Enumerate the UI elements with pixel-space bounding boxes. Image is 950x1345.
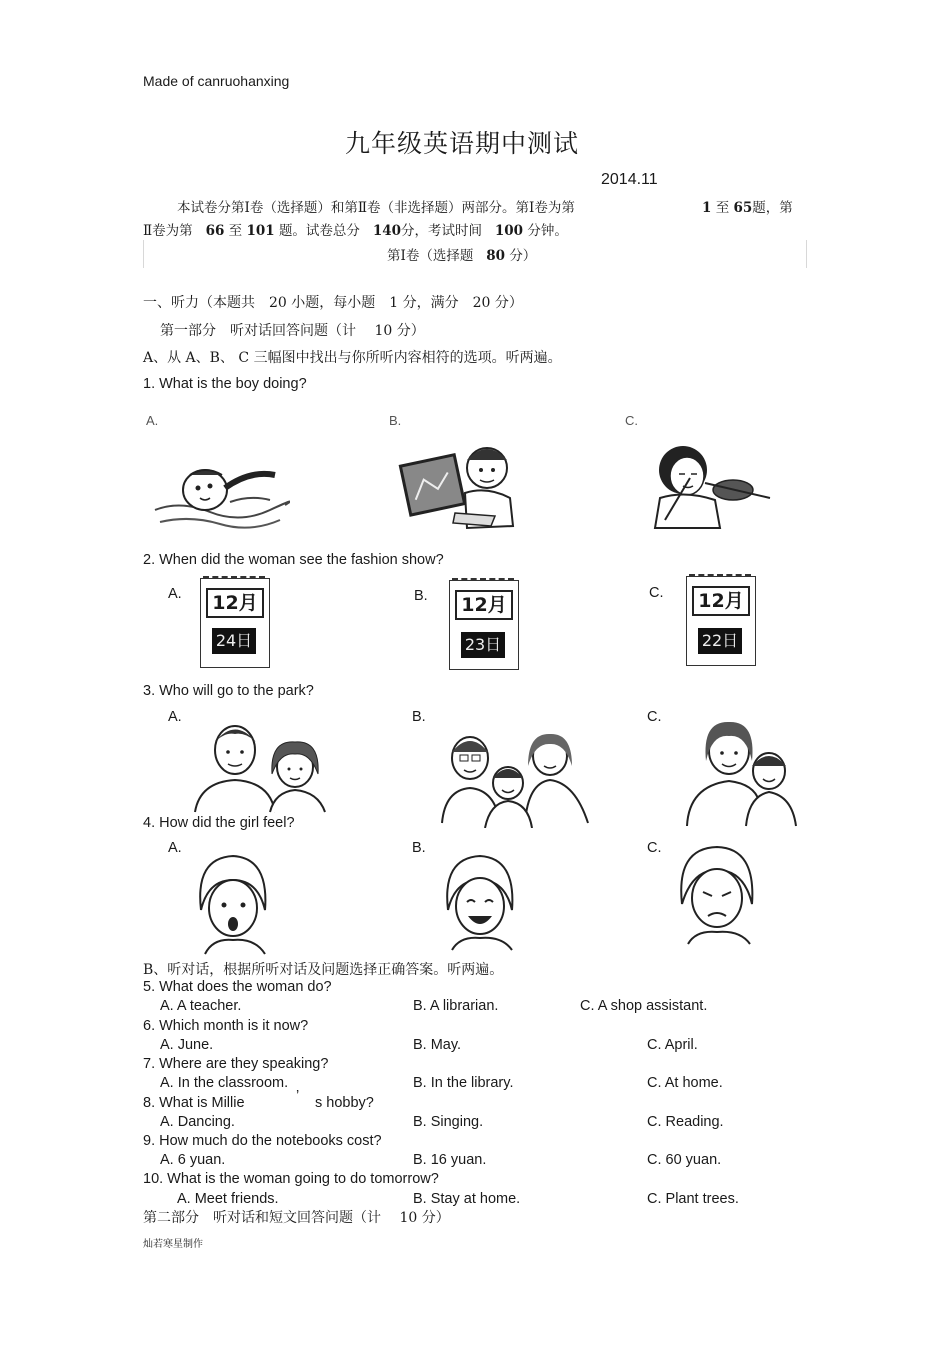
happy-girl-image — [440, 850, 520, 952]
q9-option-c[interactable]: C. 60 yuan. — [647, 1152, 722, 1168]
q10-option-a[interactable]: A. Meet friends. — [177, 1191, 279, 1207]
intro-line-1 — [177, 196, 575, 216]
subsection-heading: 第一部分 听对话回答问题（计 10 分） — [160, 323, 425, 339]
question-5: 5. What does the woman do? — [143, 979, 332, 995]
q4-label-b: B. — [412, 840, 426, 856]
question-6: 6. Which month is it now? — [143, 1018, 309, 1034]
intro-text: 本试卷分第Ⅰ卷（选择题）和第Ⅱ卷（非选择题）两部分。第Ⅰ卷为第 — [177, 200, 575, 216]
q7-option-a[interactable]: A. In the classroom. — [160, 1075, 289, 1091]
question-2: 2. When did the woman see the fashion show? — [143, 552, 444, 568]
intro-text: Ⅱ卷为第 — [143, 223, 193, 239]
footer-credit: 灿若寒星制作 — [143, 1239, 203, 1250]
question-4: 4. How did the girl feel? — [143, 815, 295, 831]
q3-label-c: C. — [647, 709, 662, 725]
question-8 — [143, 1095, 245, 1111]
q5-option-a[interactable]: A. A teacher. — [160, 998, 242, 1014]
divider-left — [143, 240, 144, 268]
header-watermark: Made of canruohanxing — [143, 73, 290, 89]
q5-option-c[interactable]: C. A shop assistant. — [580, 998, 708, 1014]
calendar-month: 12月 — [455, 590, 513, 620]
q6-option-c[interactable]: C. April. — [647, 1037, 698, 1053]
q7-option-b[interactable]: B. In the library. — [413, 1075, 514, 1091]
part-text: 第Ⅰ卷（选择题 — [387, 248, 474, 264]
question-9: 9. How much do the notebooks cost? — [143, 1133, 382, 1149]
question-8-part-1: 8. What is Millie — [143, 1095, 245, 1111]
question-3: 3. Who will go to the park? — [143, 683, 314, 699]
intro-line-1-tail — [702, 196, 793, 216]
intro-line-2 — [143, 219, 568, 239]
q1-label-a: A. — [146, 413, 159, 428]
intro-num: 65 — [733, 200, 753, 216]
q1-label-b: B. — [389, 413, 402, 428]
q4-label-a: A. — [168, 840, 182, 856]
part-text: 分） — [509, 248, 537, 264]
question-1: 1. What is the boy doing? — [143, 376, 307, 392]
calendar-day: 24日 — [212, 628, 256, 654]
q9-option-a[interactable]: A. 6 yuan. — [160, 1152, 226, 1168]
q3-label-a: A. — [168, 709, 182, 725]
q10-option-b[interactable]: B. Stay at home. — [413, 1191, 521, 1207]
intro-num: 101 — [246, 223, 275, 239]
q1-label-c: C. — [625, 413, 638, 428]
q2-label-a: A. — [168, 586, 182, 602]
mother-son-image — [684, 716, 799, 828]
exam-date: 2014.11 — [601, 171, 658, 188]
part1-heading — [387, 244, 536, 264]
q3-label-b: B. — [412, 709, 426, 725]
violin-boy-image — [645, 438, 775, 530]
question-7: 7. Where are they speaking? — [143, 1056, 329, 1072]
section-2-heading: 第二部分 听对话和短文回答问题（计 10 分） — [143, 1210, 450, 1226]
intro-num: 66 — [205, 223, 225, 239]
q5-option-b[interactable]: B. A librarian. — [413, 998, 499, 1014]
q8-option-a[interactable]: A. Dancing. — [160, 1114, 235, 1130]
question-8-part-2: s hobby? — [315, 1095, 374, 1111]
calendar-month: 12月 — [206, 588, 264, 618]
intro-text: 至 — [715, 200, 730, 216]
painting-boy-image — [395, 438, 525, 533]
intro-num: 140 — [372, 223, 401, 239]
sad-girl-image — [676, 842, 758, 946]
calendar-c — [686, 576, 756, 666]
page-title: 九年级英语期中测试 — [345, 129, 580, 158]
section-heading: 一、听力（本题共 20 小题，每小题 1 分，满分 20 分） — [143, 295, 523, 311]
intro-text: 至 — [228, 223, 243, 239]
q10-option-c[interactable]: C. Plant trees. — [647, 1191, 739, 1207]
question-8-apostrophe: ’ — [296, 1088, 300, 1104]
q2-label-b: B. — [414, 588, 428, 604]
part-a-instruction: A、从 A、B、 C 三幅图中找出与你所听内容相符的选项。听两遍。 — [143, 350, 562, 366]
swimming-boy-image — [150, 430, 290, 530]
calendar-day: 23日 — [461, 632, 505, 658]
family-image — [440, 728, 595, 828]
surprised-girl-image — [193, 850, 273, 955]
intro-text: 题，第 — [752, 200, 793, 216]
calendar-b — [449, 580, 519, 670]
divider-right — [806, 240, 807, 268]
question-10: 10. What is the woman going to do tomorrow? — [143, 1171, 439, 1187]
q2-label-c: C. — [649, 585, 664, 601]
part-num: 80 — [486, 248, 506, 264]
q4-label-c: C. — [647, 840, 662, 856]
q9-option-b[interactable]: B. 16 yuan. — [413, 1152, 487, 1168]
q8-option-b[interactable]: B. Singing. — [413, 1114, 484, 1130]
q7-option-c[interactable]: C. At home. — [647, 1075, 723, 1091]
q8-option-c[interactable]: C. Reading. — [647, 1114, 724, 1130]
intro-text: 分钟。 — [527, 223, 568, 239]
q6-option-b[interactable]: B. May. — [413, 1037, 462, 1053]
intro-text: 分，考试时间 — [401, 223, 482, 239]
intro-num: 100 — [494, 223, 524, 239]
calendar-day: 22日 — [698, 628, 742, 654]
intro-num: 1 — [702, 200, 712, 216]
couple-image — [190, 712, 335, 817]
part-b-instruction: B、听对话，根据所听对话及问题选择正确答案。听两遍。 — [143, 962, 504, 978]
q6-option-a[interactable]: A. June. — [160, 1037, 214, 1053]
calendar-month: 12月 — [692, 586, 750, 616]
intro-text: 题。试卷总分 — [278, 223, 360, 239]
calendar-a — [200, 578, 270, 668]
